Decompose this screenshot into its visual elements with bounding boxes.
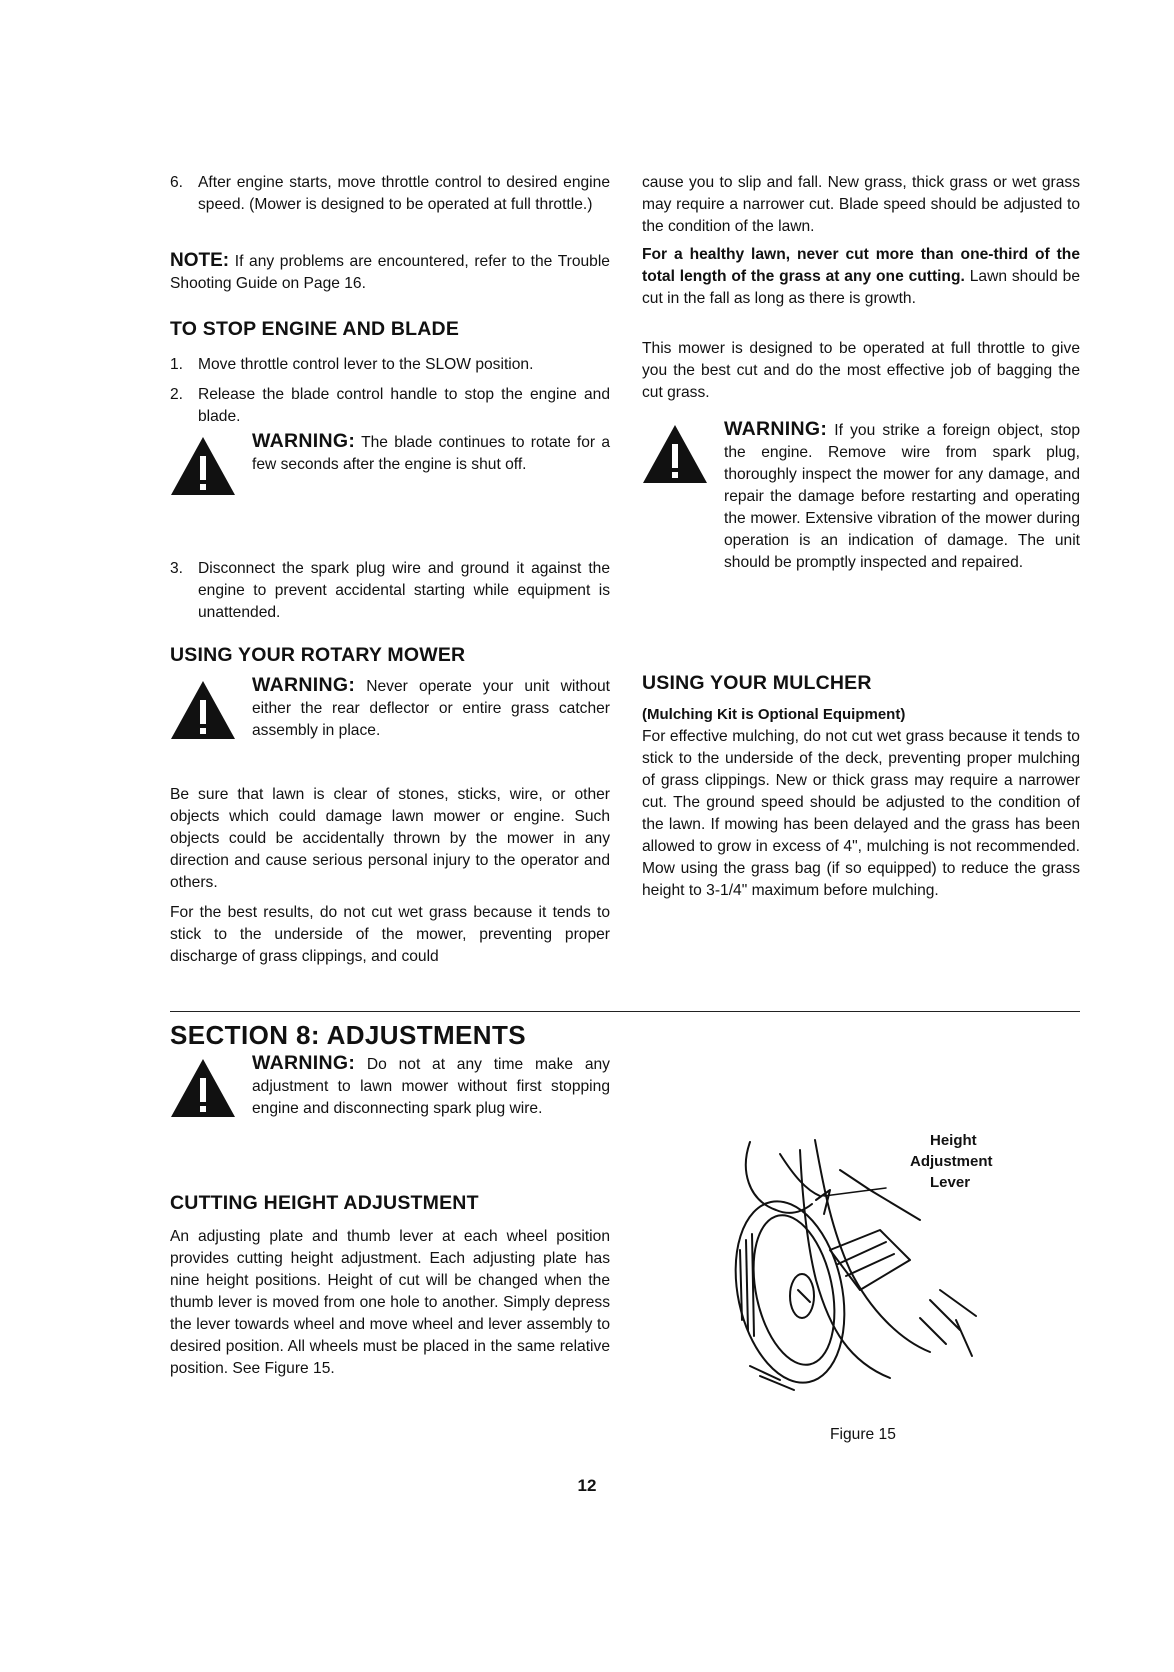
right-paragraph-3: This mower is designed to be operated at full throttle to give you the best cut and do the most effective job of bagging the cut grass.: [642, 340, 1080, 401]
stop-warning: [170, 430, 610, 476]
right-column: [642, 0, 1080, 1010]
warning-label: WARNING:: [252, 430, 356, 452]
right-paragraph-2: [642, 244, 1080, 310]
warning-triangle-icon: [170, 1058, 236, 1118]
figure-label-line: Lever: [930, 1174, 971, 1191]
foreign-object-warning: [642, 418, 1080, 574]
figure-caption: Figure 15: [830, 1426, 896, 1443]
warning-text: Do not at any time make any adjustment to lawn mower without first stopping engine and disconnecting spark plug wire.: [252, 1056, 610, 1117]
stop-step-2: [170, 384, 610, 428]
page-number: 12: [577, 1476, 597, 1495]
stop-step-1: [170, 354, 610, 376]
figure-label: [880, 1130, 1040, 1193]
rotary-warning: [170, 674, 610, 742]
warning-label: WARNING:: [724, 418, 828, 440]
warning-text: The blade continues to rotate for a few seconds after the engine is shut off.: [252, 434, 610, 473]
step-number: 6.: [170, 174, 184, 191]
healthy-lawn-rest: Lawn should be cut in the fall as long as there is growth.: [642, 268, 1080, 307]
note-text: If any problems are encountered, refer to the Trouble Shooting Guide on Page 16.: [170, 253, 610, 292]
warning-triangle-icon: [642, 424, 708, 484]
step-6: [170, 172, 610, 216]
note-paragraph: [170, 250, 610, 295]
warning-label: WARNING:: [252, 674, 356, 696]
rotary-mower-heading: USING YOUR ROTARY MOWER: [170, 644, 466, 666]
right-paragraph-1: cause you to slip and fall. New grass, thick grass or wet grass may require a narrower cut. Blade speed should be adjusted to the condition of the lawn.: [642, 174, 1080, 235]
warning-triangle-icon: [170, 680, 236, 740]
figure-15: [720, 1130, 1050, 1410]
figure-label-line: Adjustment: [910, 1153, 993, 1170]
mulcher-paragraph: For effective mulching, do not cut wet grass because it tends to stick to the underside of the deck, preventing proper mulching of grass clippings. New or thick grass may require a narrower cut. The ground speed should be adjusted to the condition of the lawn. If mowing has been delayed and the grass has been allowed to grow in excess of 4", mulching is not recommended. Mow using the grass bag (if so equipped) to reduce the grass height to 3-1/4" maximum before mulching.: [642, 728, 1080, 899]
warning-text: Never operate your unit without either the rear deflector or entire grass catcher assembly in place.: [252, 678, 610, 739]
cutting-height-paragraph: An adjusting plate and thumb lever at each wheel position provides cutting height adjustment. Each adjusting plate has nine height positions. Height of cut will be changed when the thumb lever is moved from one hole to another. Simply depress the lever towards wheel and move wheel and lever assembly to desired position. All wheels must be placed in the same relative position. See Figure 15.: [170, 1228, 610, 1377]
mulcher-subheading: (Mulching Kit is Optional Equipment): [642, 706, 906, 723]
stop-engine-heading: TO STOP ENGINE AND BLADE: [170, 318, 460, 340]
mulcher-heading: USING YOUR MULCHER: [642, 672, 872, 694]
step-number: 2.: [170, 386, 184, 403]
section-divider: [170, 1011, 1080, 1012]
section-title: SECTION 8: ADJUSTMENTS: [170, 1020, 526, 1050]
healthy-lawn-tip: For a healthy lawn, never cut more than one-third of the total length of the grass at any one cutting.: [642, 246, 1080, 285]
step-text: Release the blade control handle to stop the engine and blade.: [198, 386, 610, 425]
step-number: 3.: [170, 560, 184, 577]
step-text: Disconnect the spark plug wire and ground it against the engine to prevent accidental starting while equipment is unattended.: [198, 560, 610, 621]
rotary-paragraph-2: For the best results, do not cut wet grass because it tends to stick to the underside of the mower, preventing proper discharge of grass clippings, and could: [170, 904, 610, 965]
step-number: 1.: [170, 356, 184, 373]
rotary-paragraph-1: Be sure that lawn is clear of stones, sticks, wire, or other objects which could damage lawn mower or engine. Such objects could be accidentally thrown by the mower in any direction and cause serious personal injury to the operator and others.: [170, 786, 610, 891]
note-label: NOTE:: [170, 250, 230, 271]
step-text: After engine starts, move throttle control to desired engine speed. (Mower is designed to be operated at full throttle.): [198, 174, 610, 213]
warning-label: WARNING:: [252, 1052, 356, 1074]
step-text: Move throttle control lever to the SLOW position.: [198, 356, 534, 373]
warning-text: If you strike a foreign object, stop the engine. Remove wire from spark plug, thoroughly inspect the mower for any damage, and repair the damage before restarting and operating the mower. Extensive vibration of the mower during operation is an indication of damage. The unit should be promptly inspected and repaired.: [724, 422, 1080, 571]
step-3: [170, 558, 610, 624]
figure-label-line: Height: [930, 1132, 977, 1149]
warning-triangle-icon: [170, 436, 236, 496]
adjustment-warning: [170, 1052, 610, 1120]
left-column: [170, 0, 610, 1010]
cutting-height-heading: CUTTING HEIGHT ADJUSTMENT: [170, 1192, 479, 1214]
